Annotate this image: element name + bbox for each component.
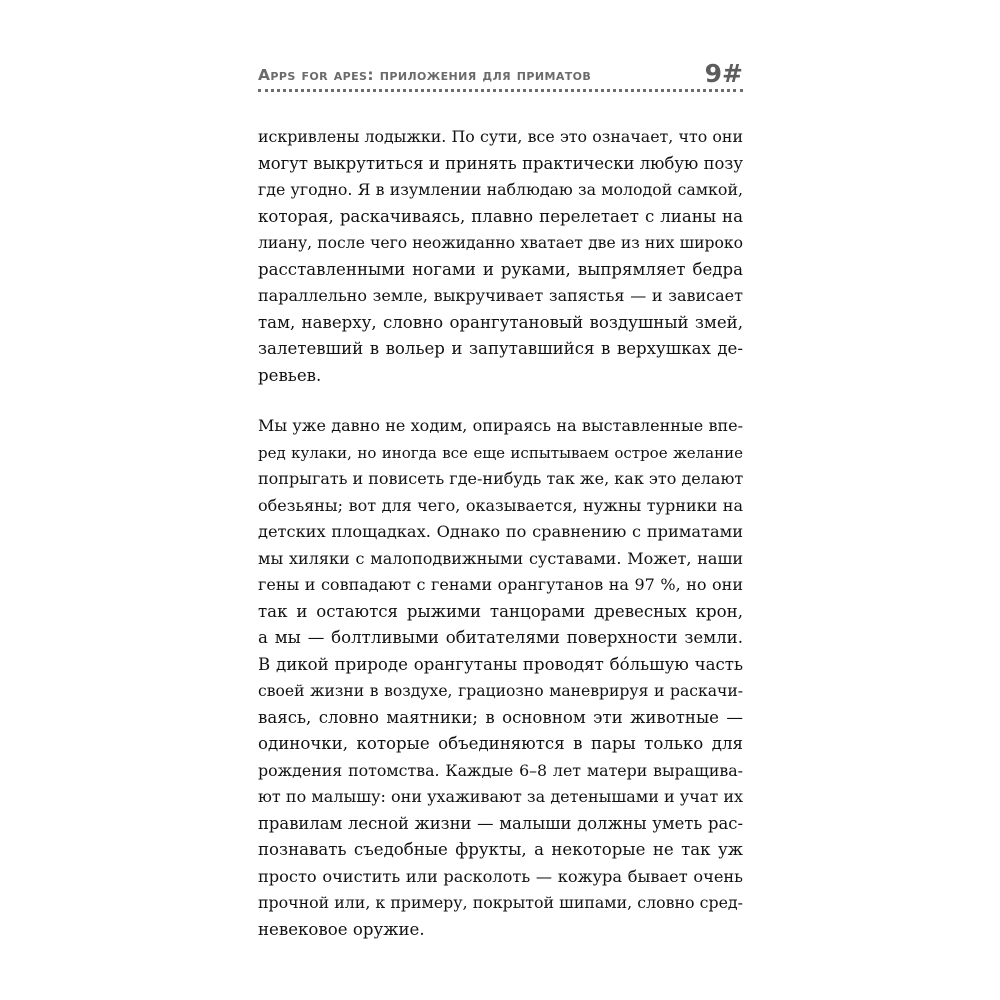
text-line: параллельно земле, выкручивает запястья — и зависает (258, 286, 743, 305)
text-line: искривлены лодыжки. По сути, все это означает, что они (258, 127, 743, 146)
text-line: своей жизни в воздухе, грациозно маневрируя и раскачи- (258, 682, 743, 700)
paragraph (258, 413, 743, 943)
text-line: рождения потомства. Каждые 6–8 лет матери выращива- (258, 760, 743, 780)
text-line: гены и совпадают с генами орангутанов на 97 %, но они (258, 575, 743, 594)
text-line: которая, раскачиваясь, плавно перелетает с лианы на (258, 206, 743, 226)
text-line: прочной или, к примеру, покрытой шипами, словно сред- (258, 893, 743, 912)
text-line: ют по малышу: они ухаживают за детенышами и учат их (258, 787, 743, 806)
text-line: так и остаются рыжими танцорами древесных крон, (258, 601, 743, 621)
body-text (258, 124, 743, 943)
text-line: просто очистить или расколоть — кожура бывает очень (258, 866, 743, 886)
text-line: попрыгать и повисеть где-нибудь так же, как это делают (258, 469, 744, 488)
text-line: Мы уже давно не ходим, опираясь на выставленные впе- (258, 416, 743, 435)
text-line: мы хиляки с малоподвижными суставами. Может, наши (258, 548, 743, 568)
text-line: невековое оружие. (258, 919, 425, 939)
text-line: ред кулаки, но иногда все еще испытываем острое желание (258, 443, 743, 462)
text-line: а мы — болтливыми обитателями поверхности земли. (258, 628, 743, 647)
text-line: В дикой природе орангутаны проводят бо́льшую часть (258, 654, 743, 674)
text-line: расставленными ногами и руками, выпрямляет бедра (258, 259, 743, 279)
text-line: обезьяны; вот для чего, оказывается, нужны турники на (258, 495, 743, 515)
running-header (258, 59, 743, 96)
text-line: ваясь, словно маятники; в основном эти животные — (258, 707, 743, 727)
text-line: залетевший в вольер и запутавшийся в верхушках де- (258, 339, 743, 358)
text-line: могут выкрутиться и принять практически любую позу (258, 153, 743, 173)
page-number: 9# (704, 59, 743, 88)
text-line: там, наверху, словно орангутановый воздушный змей, (258, 312, 743, 332)
text-line: одиночки, которые объединяются в пары только для (258, 734, 743, 753)
text-line: детских площадках. Однако по сравнению с приматами (258, 522, 743, 541)
text-line: где угодно. Я в изумлении наблюдаю за молодой самкой, (258, 180, 743, 199)
dotted-divider (258, 89, 743, 92)
text-line: познавать съедобные фрукты, а некоторые не так уж (258, 840, 743, 859)
text-line: лиану, после чего неожиданно хватает две из них широко (258, 234, 743, 252)
text-line: ревьев. (258, 365, 322, 385)
running-title: Apps for apes: приложения для приматов (258, 66, 592, 84)
paragraph (258, 124, 743, 389)
text-line: правилам лесной жизни — малыши должны уметь рас- (258, 813, 743, 833)
